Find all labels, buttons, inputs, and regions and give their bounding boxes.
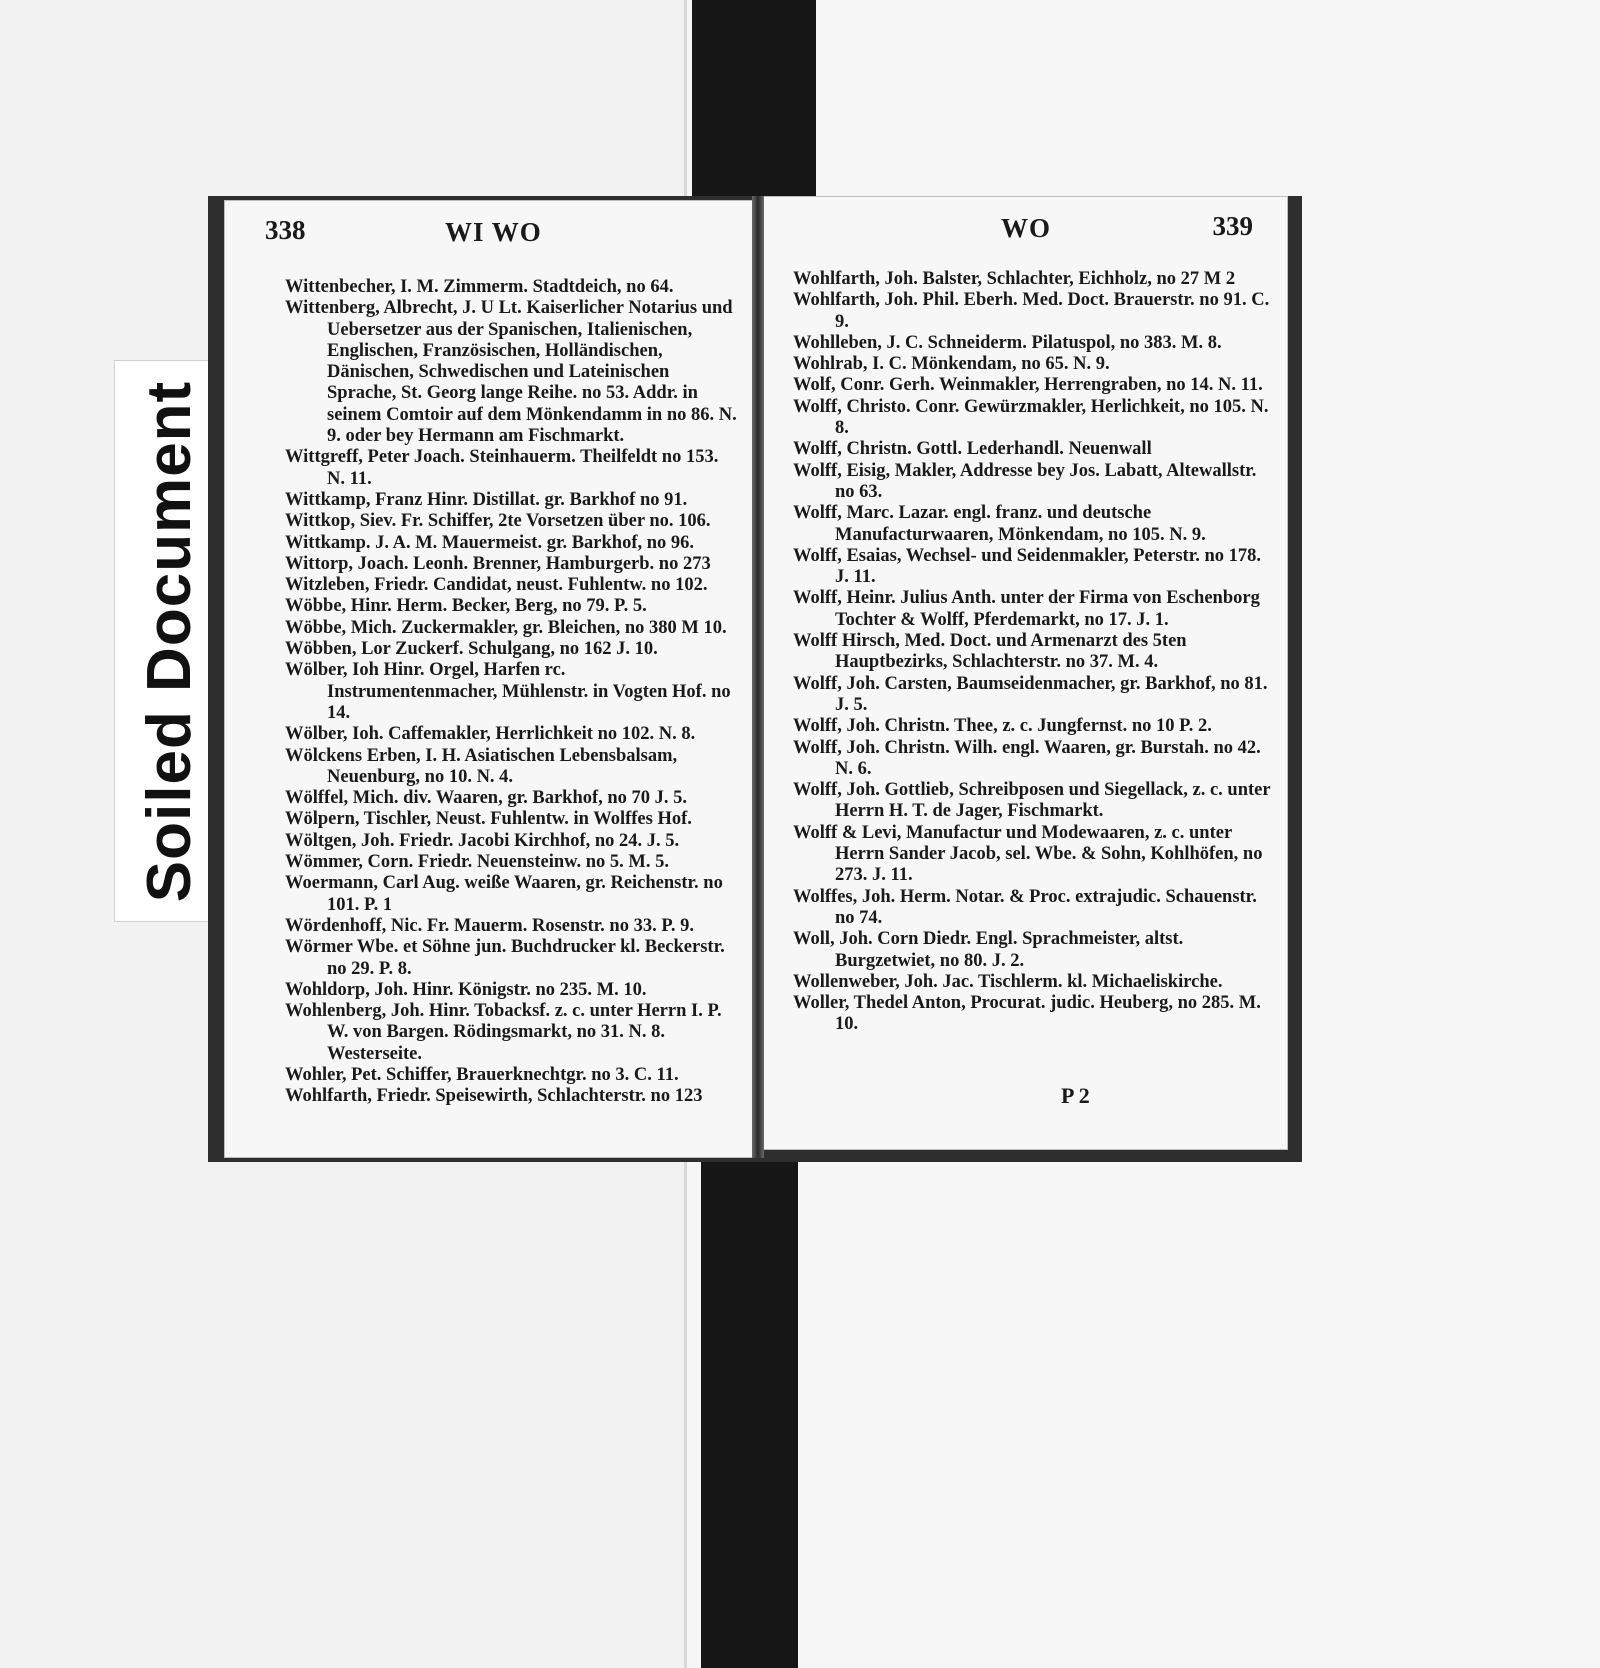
signature-mark: P 2: [1061, 1083, 1090, 1108]
right-page-header: [801, 211, 1253, 251]
directory-entry: Wöltgen, Joh. Friedr. Jacobi Kirchhof, no 24. J. 5.: [285, 830, 680, 851]
directory-entry: Wittenbecher, I. M. Zimmerm. Stadtdeich, no 64.: [285, 277, 674, 297]
directory-entry: Wolff & Levi, Manufactur und Modewaaren, z. c. unter Herrn Sander Jacob, sel. Wbe. & Sohn, Kohlhöfen, no 273. J. 11.: [793, 822, 1263, 886]
directory-entry: Wolff, Eisig, Makler, Addresse bey Jos. Labatt, Altewallstr. no 63.: [793, 460, 1257, 502]
directory-entry: Wolff, Esaias, Wechsel- und Seidenmakler, Peterstr. no 178. J. 11.: [793, 545, 1262, 588]
directory-entry: Wohlfarth, Friedr. Speisewirth, Schlachterstr. no 123: [285, 1086, 703, 1107]
soiled-document-text: Soiled Document: [135, 380, 205, 902]
directory-entry: Wölffel, Mich. div. Waaren, gr. Barkhof, no 70 J. 5.: [285, 788, 688, 809]
directory-entry: Wömmer, Corn. Friedr. Neuensteinw. no 5. M. 5.: [285, 852, 670, 873]
directory-entry: Wohlfarth, Joh. Phil. Eberh. Med. Doct. Brauerstr. no 91. C. 9.: [793, 290, 1270, 332]
directory-entry: Wohlleben, J. C. Schneiderm. Pilatuspol, no 383. M. 8.: [793, 332, 1222, 353]
directory-entry: Wölber, Ioh Hinr. Orgel, Harfen rc. Instrumentenmacher, Mühlenstr. in Vogten Hof. no 14.: [285, 660, 731, 723]
directory-entry: Woll, Joh. Corn Diedr. Engl. Sprachmeister, altst. Burgzetwiet, no 80. J. 2.: [793, 929, 1184, 971]
directory-entry: Woller, Thedel Anton, Procurat. judic. Heuberg, no 285. M. 10.: [793, 993, 1261, 1035]
directory-entry: Wittenberg, Albrecht, J. U Lt. Kaiserlicher Notarius und Uebersetzer aus der Spanischen, Italienischen, Englischen, Französischen, Holländischen, Dänischen, Schwedischen und Lateinischen Sprache, St. Georg lange Reihe. no 53. Addr. in seinem Comtoir auf dem Mönkendamm in no 86. N. 9. oder bey Hermann am Fischmarkt.: [285, 298, 737, 447]
directory-entry: Wolff, Joh. Gottlieb, Schreibposen und Siegellack, z. c. unter Herrn H. T. de Jager, Fischmarkt.: [793, 780, 1271, 822]
directory-entry: Wollenweber, Joh. Jac. Tischlerm. kl. Michaeliskirche.: [793, 971, 1223, 992]
right-running-head: WO: [1001, 213, 1052, 243]
directory-entry: Wohler, Pet. Schiffer, Brauerknechtgr. no 3. C. 11.: [285, 1064, 679, 1085]
directory-entry: Wöbbe, Hinr. Herm. Becker, Berg, no 79. P. 5.: [285, 596, 647, 617]
directory-entry: Wittgreff, Peter Joach. Steinhauerm. Theilfeldt no 153. N. 11.: [285, 447, 719, 489]
directory-entry: Wördenhoff, Nic. Fr. Mauerm. Rosenstr. no 33. P. 9.: [285, 915, 695, 936]
directory-entry: Wölckens Erben, I. H. Asiatischen Lebensbalsam, Neuenburg, no 10. N. 4.: [285, 745, 678, 787]
directory-entry: Wittkamp, Franz Hinr. Distillat. gr. Barkhof no 91.: [285, 489, 688, 510]
left-running-head: WI WO: [445, 217, 542, 247]
mount-strip-top: [692, 0, 816, 200]
directory-entry: Wolff, Joh. Christn. Thee, z. c. Jungfernst. no 10 P. 2.: [793, 716, 1212, 737]
directory-entry: Wittorp, Joach. Leonh. Brenner, Hamburgerb. no 273: [285, 553, 711, 574]
directory-entry: Witzleben, Friedr. Candidat, neust. Fuhlentw. no 102.: [285, 575, 708, 596]
right-entry-list: [793, 269, 1275, 1036]
directory-entry: Wolff, Marc. Lazar. engl. franz. und deutsche Manufacturwaaren, Mönkendam, no 105. N. 9.: [793, 503, 1206, 545]
directory-entry: Wittkamp. J. A. M. Mauermeist. gr. Barkhof, no 96.: [285, 532, 695, 553]
directory-entry: Wolff Hirsch, Med. Doct. und Armenarzt des 5ten Hauptbezirks, Schlachterstr. no 37. M. 4.: [793, 631, 1187, 673]
directory-entry: Wörmer Wbe. et Söhne jun. Buchdrucker kl. Beckerstr. no 29. P. 8.: [285, 937, 725, 979]
directory-entry: Woermann, Carl Aug. weiße Waaren, gr. Reichenstr. no 101. P. 1: [285, 873, 723, 915]
directory-entry: Wohlrab, I. C. Mönkendam, no 65. N. 9.: [793, 354, 1110, 375]
directory-entry: Wolff, Heinr. Julius Anth. unter der Firma von Eschenborg Tochter & Wolff, Pferdemarkt, no 17. J. 1.: [793, 588, 1260, 630]
directory-entry: Wolff, Christo. Conr. Gewürzmakler, Herlichkeit, no 105. N. 8.: [793, 396, 1269, 439]
left-page: [224, 200, 756, 1158]
directory-entry: Wolff, Christn. Gottl. Lederhandl. Neuenwall: [793, 439, 1152, 460]
directory-entry: Wolf, Conr. Gerh. Weinmakler, Herrengraben, no 14. N. 11.: [793, 375, 1263, 396]
directory-entry: Wolff, Joh. Carsten, Baumseidenmacher, gr. Barkhof, no 81. J. 5.: [793, 673, 1268, 715]
directory-entry: Wohlfarth, Joh. Balster, Schlachter, Eichholz, no 27 M 2: [793, 269, 1236, 289]
directory-entry: Wittkop, Siev. Fr. Schiffer, 2te Vorsetzen über no. 106.: [285, 511, 711, 532]
book-gutter: [752, 196, 764, 1158]
right-page-number: 339: [1212, 211, 1253, 241]
directory-entry: Wolffes, Joh. Herm. Notar. & Proc. extrajudic. Schauenstr. no 74.: [793, 886, 1257, 928]
directory-entry: Wölber, Ioh. Caffemakler, Herrlichkeit no 102. N. 8.: [285, 724, 696, 745]
directory-entry: Wöbbe, Mich. Zuckermakler, gr. Bleichen, no 380 M 10.: [285, 617, 727, 638]
directory-entry: Wölpern, Tischler, Neust. Fuhlentw. in Wolffes Hof.: [285, 809, 692, 830]
left-page-header: [265, 215, 721, 255]
directory-entry: Wöbben, Lor Zuckerf. Schulgang, no 162 J. 10.: [285, 639, 658, 660]
mount-strip-bottom: [701, 1150, 798, 1668]
left-entry-list: [285, 277, 739, 1108]
directory-entry: Wohldorp, Joh. Hinr. Königstr. no 235. M. 10.: [285, 979, 647, 1000]
directory-entry: Wohlenberg, Joh. Hinr. Tobacksf. z. c. unter Herrn I. P. W. von Bargen. Rödingsmarkt, no 31. N. 8. Westerseite.: [285, 1001, 722, 1064]
right-page: [760, 196, 1288, 1150]
left-page-number: 338: [265, 215, 306, 245]
directory-entry: Wolff, Joh. Christn. Wilh. engl. Waaren, gr. Burstah. no 42. N. 6.: [793, 737, 1261, 779]
